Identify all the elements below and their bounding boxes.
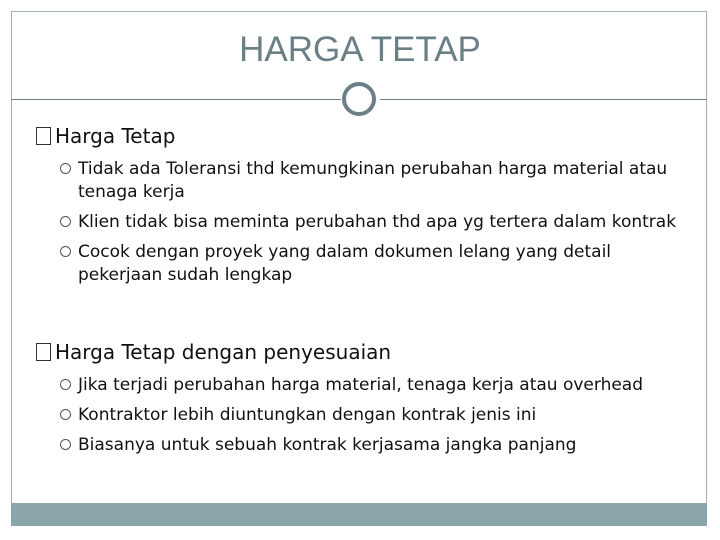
circle-bullet-icon xyxy=(60,409,71,420)
list-item-text: Jika terjadi perubahan harga material, tenaga kerja atau overhead xyxy=(78,375,644,395)
circle-bullet-icon xyxy=(60,246,71,257)
circle-bullet-icon xyxy=(60,379,71,390)
section-heading-text: Harga Tetap xyxy=(55,124,176,148)
title-divider-right xyxy=(380,99,707,100)
circle-bullet-icon xyxy=(60,163,71,174)
list-item xyxy=(60,404,696,427)
bullet-list xyxy=(36,374,696,457)
list-item xyxy=(60,374,696,397)
slide-title: HARGA TETAP xyxy=(239,30,481,69)
bullet-list xyxy=(36,158,696,287)
section-heading-text: Harga Tetap dengan penyesuaian xyxy=(55,340,392,364)
list-item-text: Biasanya untuk sebuah kontrak kerjasama jangka panjang xyxy=(78,435,577,455)
list-item xyxy=(60,241,696,287)
divider-ring-icon xyxy=(342,82,376,116)
list-item xyxy=(60,211,696,234)
section-harga-tetap xyxy=(36,122,696,294)
list-item xyxy=(60,434,696,457)
list-item-text: Klien tidak bisa meminta perubahan thd apa yg tertera dalam kontrak xyxy=(78,212,677,232)
circle-bullet-icon xyxy=(60,439,71,450)
circle-bullet-icon xyxy=(60,216,71,227)
title-divider-left xyxy=(11,99,341,100)
list-item-text: Tidak ada Toleransi thd kemungkinan perubahan harga material atau tenaga kerja xyxy=(78,159,668,202)
square-bullet-icon xyxy=(36,127,51,145)
section-heading xyxy=(36,338,696,366)
list-item-text: Kontraktor lebih diuntungkan dengan kontrak jenis ini xyxy=(78,405,537,425)
square-bullet-icon xyxy=(36,343,51,361)
section-harga-tetap-penyesuaian xyxy=(36,338,696,464)
list-item-text: Cocok dengan proyek yang dalam dokumen lelang yang detail pekerjaan sudah lengkap xyxy=(78,242,612,285)
footer-bar xyxy=(11,503,707,526)
list-item xyxy=(60,158,696,204)
section-heading xyxy=(36,122,696,150)
